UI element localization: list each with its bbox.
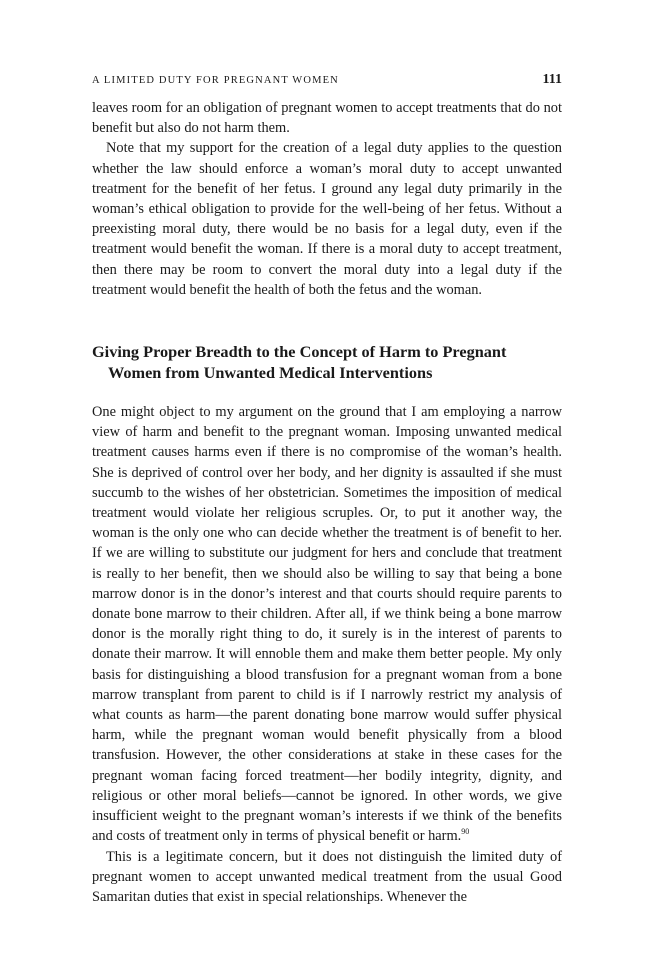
concern-paragraph: This is a legitimate concern, but it does not distinguish the limited duty of pregnant women to accept unwanted medical treatment from the usual Good Samaritan duties that exist in special relationships. Whenever the — [92, 848, 562, 905]
objection-paragraph — [92, 402, 562, 846]
running-head — [92, 72, 562, 96]
running-title: A LIMITED DUTY FOR PREGNANT WOMEN — [92, 75, 339, 86]
section-heading: Giving Proper Breadth to the Concept of Harm to Pregnant Women from Unwanted Medical Interventions — [92, 342, 507, 382]
page-number: 111 — [542, 72, 562, 87]
objection-paragraph-text: One might object to my argument on the ground that I am employing a narrow view of harm and benefit to the pregnant woman. Imposing unwanted medical treatment causes harms even if there is no compromise of the woman’s health. She is deprived of control over her body, and her dignity is assaulted if she must succumb to the wishes of her obstetrician. Sometimes the imposition of medical treatment would violate her religious scruples. Or, to put it another way, the woman is the only one who can decide whether the treatment is of benefit to her. If we are willing to substitute our judgment for hers and conclude that treatment is really to her benefit, then we should also be willing to say that being a bone marrow donor is in the donor’s interest and that courts should require parents to donate bone marrow to their children. After all, if we think being a bone marrow donor is the morally right thing to do, it surely is in the interest of parents to donate their marrow. It will ennoble them and make them better people. My only basis for distinguishing a blood transfusion for a pregnant woman from a bone marrow transplant from parent to child is if I narrowly restrict my analysis of what counts as harm—the parent donating bone marrow would suffer physical harm, while the pregnant woman would benefit physically from a blood transfusion. However, the other considerations at stake in these cases for the pregnant woman facing forced treatment—her bodily integrity, dignity, and religious or other moral beliefs—cannot be ignored. In other words, we give insufficient weight to the pregnant woman’s interests if we think of the benefits and costs of treatment only in terms of physical benefit or harm. — [92, 404, 562, 845]
continued-paragraph: leaves room for an obligation of pregnant women to accept treatments that do not benefit but also do not harm them. — [92, 100, 562, 137]
legal-duty-paragraph: Note that my support for the creation of a legal duty applies to the question whether the law should enforce a woman’s moral duty to accept unwanted treatment for the benefit of her fetus. I ground any legal duty primarily in the woman’s ethical obligation to provide for the well-being of her fetus. Without a preexisting moral duty, there would be no basis for a legal duty, even if the treatment would benefit the woman. If there is a moral duty to accept treatment, then there may be room to convert the moral duty into a legal duty if the treatment would benefit the health of both the fetus and the woman. — [92, 140, 562, 298]
footnote-marker: 90 — [461, 827, 470, 837]
page-body — [92, 72, 562, 907]
